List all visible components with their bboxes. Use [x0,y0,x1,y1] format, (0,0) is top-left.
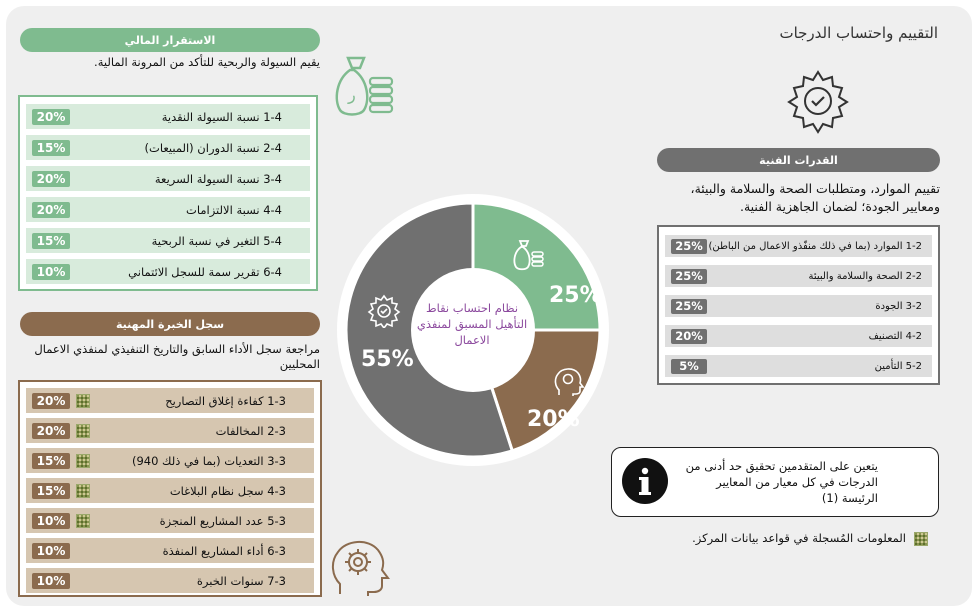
criterion-label: 3-2 الجودة [875,300,922,312]
list-item [26,538,314,563]
info-icon [622,458,668,504]
technical-header: القدرات الفنية [657,148,940,172]
financial-description: يقيم السيولة والربحية للتأكد من المرونة المالية. [94,55,320,69]
percentage-badge: 20% [32,171,70,187]
note-text: يتعين على المتقدمين تحقيق حد أدنى من الدرجات في كل معيار من المعايير الرئيسة (1) [685,459,878,505]
percentage-badge: 20% [32,393,70,409]
percentage-badge: 25% [671,299,707,314]
percentage-badge: 5% [671,359,707,374]
technical-description: تقييم الموارد، ومتطلبات الصحة والسلامة والبيئة، ومعايير الجودة؛ لضمان الجاهزية الفنية. [690,181,940,214]
database-icon [76,394,90,408]
list-item [26,478,314,503]
percentage-badge: 20% [32,423,70,439]
criterion-label: 5-2 التأمين [874,360,922,372]
list-item [26,104,310,129]
head-gear-icon [552,364,586,402]
list-item [26,508,314,533]
money-bag-icon [511,238,545,278]
list-item [26,228,310,253]
criterion-label: 1-2 الموارد (بما في ذلك منفّذو الاعمال من الباطن) [708,240,922,252]
database-icon [76,424,90,438]
percentage-badge: 15% [32,233,70,249]
head-gear-icon [326,532,396,606]
percentage-badge: 10% [32,513,70,529]
list-item [26,448,314,473]
criterion-label: 4-3 سجل نظام البلاغات [169,483,286,498]
page-title: التقييم واحتساب الدرجات [779,24,938,42]
criterion-label: 2-2 الصحة والسلامة والبيئة [808,270,922,282]
criterion-label: 4-2 التصنيف [868,330,922,342]
criterion-label: 1-4 نسبة السيولة النقدية [161,109,282,124]
financial-criteria-panel [18,95,318,291]
money-bag-icon [330,52,400,128]
list-item [26,166,310,191]
list-item [26,259,310,284]
database-icon [914,532,928,546]
criterion-label: 2-3 المخالفات [215,423,286,438]
database-icon [76,484,90,498]
list-item [26,418,314,443]
criterion-label: 6-3 أداء المشاريع المنفذة [162,543,286,558]
list-item [665,325,932,347]
criterion-label: 3-3 التعديات (بما في ذلك 940) [131,453,286,468]
percentage-badge: 15% [32,453,70,469]
list-item [26,135,310,160]
criterion-label: 5-4 التغير في نسبة الربحية [151,233,282,248]
percentage-badge: 10% [32,543,70,559]
experience-percentage-label: 20% [527,407,580,432]
experience-header: سجل الخبرة المهنية [20,312,320,336]
percentage-badge: 20% [32,202,70,218]
list-item [26,568,314,593]
gear-check-icon [367,294,401,332]
gear-check-icon [785,68,851,138]
technical-criteria-panel [657,225,940,385]
percentage-badge: 15% [32,483,70,499]
criterion-label: 6-4 تقرير سمة للسجل الائتماني [128,264,282,279]
percentage-badge: 20% [32,109,70,125]
list-item [665,265,932,287]
experience-criteria-panel [18,380,322,597]
criterion-label: 3-4 نسبة السيولة السريعة [154,171,282,186]
list-item [26,197,310,222]
percentage-badge: 10% [32,573,70,589]
minimum-score-note [611,447,939,517]
list-item [665,235,932,257]
financial-percentage-label: 25% [549,283,602,308]
financial-header: الاستقرار المالي [20,28,320,52]
criterion-label: 4-4 نسبة الالتزامات [186,202,282,217]
percentage-badge: 20% [671,329,707,344]
percentage-badge: 25% [671,239,707,254]
legend-text: المعلومات المُسجلة في قواعد بيانات المركز. [692,531,906,545]
database-icon [76,514,90,528]
criterion-label: 1-3 كفاءة إغلاق التصاريح [165,393,286,408]
percentage-badge: 15% [32,140,70,156]
criterion-label: 5-3 عدد المشاريع المنجزة [159,513,286,528]
percentage-badge: 10% [32,264,70,280]
center-label: نظام احتساب نقاط التأهيل المسبق لمنفذي الاعمال [416,301,528,347]
criterion-label: 7-3 سنوات الخبرة [196,573,286,588]
criterion-label: 2-4 نسبة الدوران (المبيعات) [144,140,282,155]
percentage-badge: 25% [671,269,707,284]
list-item [665,355,932,377]
database-icon [76,454,90,468]
svg-text:ر: ر [348,85,356,104]
experience-description: مراجعة سجل الأداء السابق والتاريخ التنفيذي لمنفذي الاعمال المحليين [34,342,320,371]
list-item [665,295,932,317]
technical-percentage-label: 55% [361,347,414,372]
list-item [26,388,314,413]
